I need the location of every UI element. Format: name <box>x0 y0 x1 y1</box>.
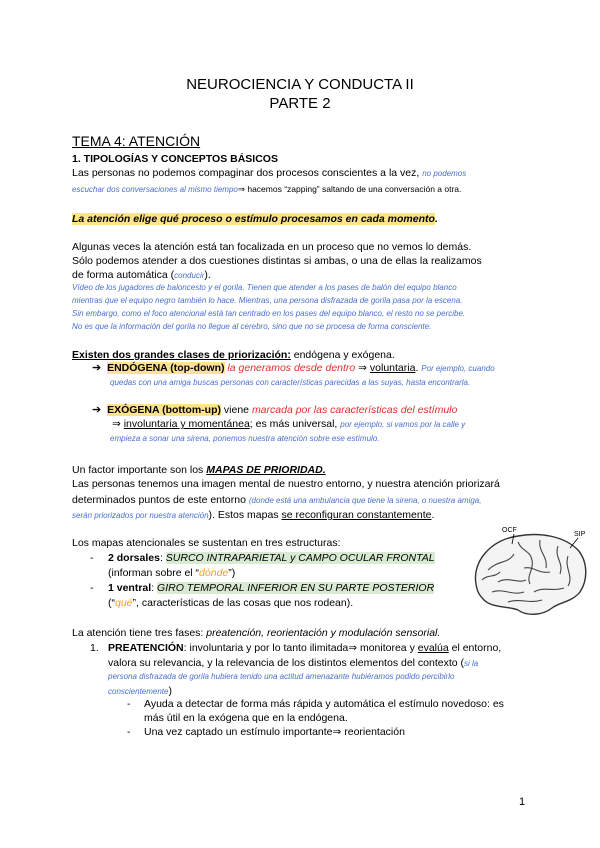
fases-line <box>72 627 440 640</box>
p1-note-a: no podemos <box>422 169 467 178</box>
f1-bullet-1-dash: - <box>127 698 131 710</box>
exogena-note-2: empieza a sonar una sirena, ponemos nuestra atención sobre ese estímulo. <box>110 434 380 443</box>
preatencion-c: el entorno, <box>448 642 502 654</box>
exogena-viene: viene <box>221 404 252 416</box>
arrow-icon: ➔ <box>92 362 102 374</box>
f1-number: 1. <box>90 642 99 654</box>
paragraph-2-line-2: Sólo podemos atender a dos cuestiones distintas si ambas, o una de ellas la realizamos <box>72 255 482 267</box>
doc-title-1: NEUROCIENCIA Y CONDUCTA II <box>186 76 414 93</box>
note-1-line-3: Sin embargo, como el foco atencional está tan centrado en los pases del equipo blanco, el resto no se percibe. <box>72 309 466 318</box>
endogena-voluntaria: voluntaria <box>369 362 416 374</box>
preatencion-line <box>108 642 501 655</box>
p1-text-a: Las personas no podemos compaginar dos procesos conscientes a la vez, <box>72 167 420 179</box>
ventral-bullet: - <box>90 582 94 594</box>
preatencion-l2b: si la <box>464 659 479 668</box>
p2-l3-c: ). <box>204 269 211 281</box>
brain-illustration <box>468 524 592 624</box>
ventral-info-a: (“ <box>108 597 115 609</box>
doc-title-2: PARTE 2 <box>269 95 331 112</box>
p2-l3-a: de forma automática ( <box>72 269 175 281</box>
arrow-icon: ➔ <box>92 404 102 416</box>
fases-italic: preatención, reorientación y modulación sensorial. <box>206 627 441 639</box>
mapas-l4-underlined: se reconfiguran constantemente <box>281 509 432 521</box>
mapas-text: Un factor importante son los <box>72 464 207 476</box>
ventral-colon: : <box>151 582 158 594</box>
dorsal-info-b: dónde <box>199 567 229 579</box>
highlight-text: La atención elige qué proceso o estímulo procesamos en cada momento <box>72 213 435 225</box>
brain-label-fef: OCF <box>502 527 517 534</box>
preatencion-evalua: evalúa <box>417 642 449 654</box>
fases-text: La atención tiene tres fases: <box>72 627 207 639</box>
dorsal-info <box>108 567 235 580</box>
mapas-l3-a: determinados puntos de este entorno <box>72 494 246 506</box>
mapas-l4-b: ). Estos mapas <box>208 509 282 521</box>
note-1-line-1: Vídeo de los jugadores de baloncesto y el gorila. Tienen que atender a los pases de balón del equipo blanco <box>72 283 457 292</box>
exogena-involuntaria: involuntaria y momentánea <box>123 418 250 430</box>
mapas-line-4 <box>72 509 434 522</box>
exogena-note-1: por ejemplo, si vamos por la calle y <box>340 420 466 429</box>
endogena-arrow: ⇒ <box>355 362 370 374</box>
estructuras-intro: Los mapas atencionales se sustentan en tres estructuras: <box>72 537 341 549</box>
f1-bullet-2-dash: - <box>127 726 131 738</box>
ventral-line <box>108 582 434 595</box>
exogena-rest: ; es más universal, <box>249 418 338 430</box>
preatencion-note-3-line <box>108 685 172 698</box>
preatencion-l2a: valora su relevancia, y la relevancia de los distintos elementos del contexto ( <box>108 657 465 669</box>
paragraph-2-line-1: Algunas veces la atención está tan focalizada en un proceso que no vemos lo demás. <box>72 241 472 253</box>
mapas-l4-note: serán priorizados por nuestra atención <box>72 511 209 520</box>
dorsal-bullet: - <box>90 552 94 564</box>
ventral-info-b: qué <box>115 597 133 609</box>
exogena-red: marcada por las características del estímulo <box>251 404 458 416</box>
paragraph-1-line-1 <box>72 167 466 180</box>
mapas-line-1 <box>72 464 326 477</box>
f1-bullet-1-line-1: Ayuda a detectar de forma más rápida y automática el estímulo novedoso: es <box>144 698 504 710</box>
preatencion-note-2: persona disfrazada de gorila hubiera tenido una actitud amenazante hubiéramos podido percibirlo <box>108 672 455 681</box>
paragraph-1-line-2 <box>72 183 461 196</box>
p2-l3-b: conducir <box>174 271 205 280</box>
endogena-note-1: Por ejemplo, cuando <box>421 364 495 373</box>
exogena-line-2 <box>112 418 465 431</box>
note-1-line-4: No es que la información del gorila no llegue al cerebro, sino que no se procesa de forma consciente. <box>72 322 432 331</box>
ventral-info <box>108 597 353 610</box>
p1-note-b: escuchar dos conversaciones al mismo tiempo <box>72 185 238 194</box>
endogena-note-2: quedas con una amiga buscas personas con características parecidas a las suyas, hasta encontrarla. <box>110 378 471 387</box>
endogena-label: ENDÓGENA (top-down) <box>107 362 225 374</box>
mapas-label: MAPAS DE PRIORIDAD. <box>206 464 326 476</box>
tema-heading: TEMA 4: ATENCIÓN <box>72 133 201 149</box>
dorsal-label: 2 dorsales <box>108 552 160 564</box>
classes-line <box>72 349 395 362</box>
brain-label-sip: SIP <box>574 531 586 538</box>
mapas-line-2: Las personas tenemos una imagen mental de nuestro entorno, y nuestra atención priorizará <box>72 478 500 490</box>
mapas-l4-d: . <box>431 509 435 521</box>
f1-bullet-1-line-2: más útil en la exógena que en la endógena. <box>144 712 348 724</box>
note-1-line-2: mientras que el equipo negro también lo hace. Mientras, una persona disfrazada de gorila pasa por la escena. <box>72 296 463 305</box>
ventral-info-c: ”, características de las cosas que nos rodean). <box>132 597 354 609</box>
highlight-sentence: La atención elige qué proceso o estímulo procesamos en cada momento. <box>72 213 438 225</box>
dorsal-info-c: ”) <box>228 567 236 579</box>
exogena-arrow: ⇒ <box>112 418 124 430</box>
classes-underlined: Existen dos grandes clases de priorización: <box>72 349 291 361</box>
ventral-label: 1 ventral <box>108 582 152 594</box>
endogena-red: la generamos desde dentro <box>227 362 356 374</box>
dorsal-line <box>108 552 435 565</box>
mapas-line-3 <box>72 494 481 507</box>
dorsal-info-a: (informan sobre el “ <box>108 567 200 579</box>
ventral-highlight: GIRO TEMPORAL INFERIOR EN SU PARTE POSTERIOR <box>157 582 435 594</box>
exogena-line <box>92 404 457 417</box>
preatencion-a: : involuntaria y por lo tanto ilimitada⇒ monitorea y <box>183 642 418 654</box>
f1-bullet-2: Una vez captado un estímulo importante⇒ reorientación <box>144 726 405 738</box>
endogena-line: ➔ ENDÓGENA (top-down) la generamos desde dentro ⇒ voluntaria. Por ejemplo, cuando <box>92 362 495 374</box>
preatencion-line-2 <box>108 657 478 670</box>
mapas-l3-note: (donde está una ambulancia que tiene la sirena, o nuestra amiga, <box>248 496 482 505</box>
exogena-label: EXÓGENA (bottom-up) <box>107 404 221 416</box>
classes-rest: endógena y exógena. <box>290 349 395 361</box>
preatencion-note-3: conscientemente <box>108 687 169 696</box>
preatencion-close: ) <box>168 685 172 697</box>
p1-text-d: ⇒ hacemos “zapping” saltando de una conversación a otra. <box>237 184 462 194</box>
dorsal-colon: : <box>159 552 166 564</box>
paragraph-2-line-3 <box>72 269 211 282</box>
dorsal-highlight: SURCO INTRAPARIETAL y CAMPO OCULAR FRONTAL <box>165 552 435 564</box>
preatencion-label: PREATENCIÓN <box>108 642 184 654</box>
section-heading: 1. TIPOLOGÍAS Y CONCEPTOS BÁSICOS <box>72 153 278 165</box>
page-number: 1 <box>519 796 526 808</box>
